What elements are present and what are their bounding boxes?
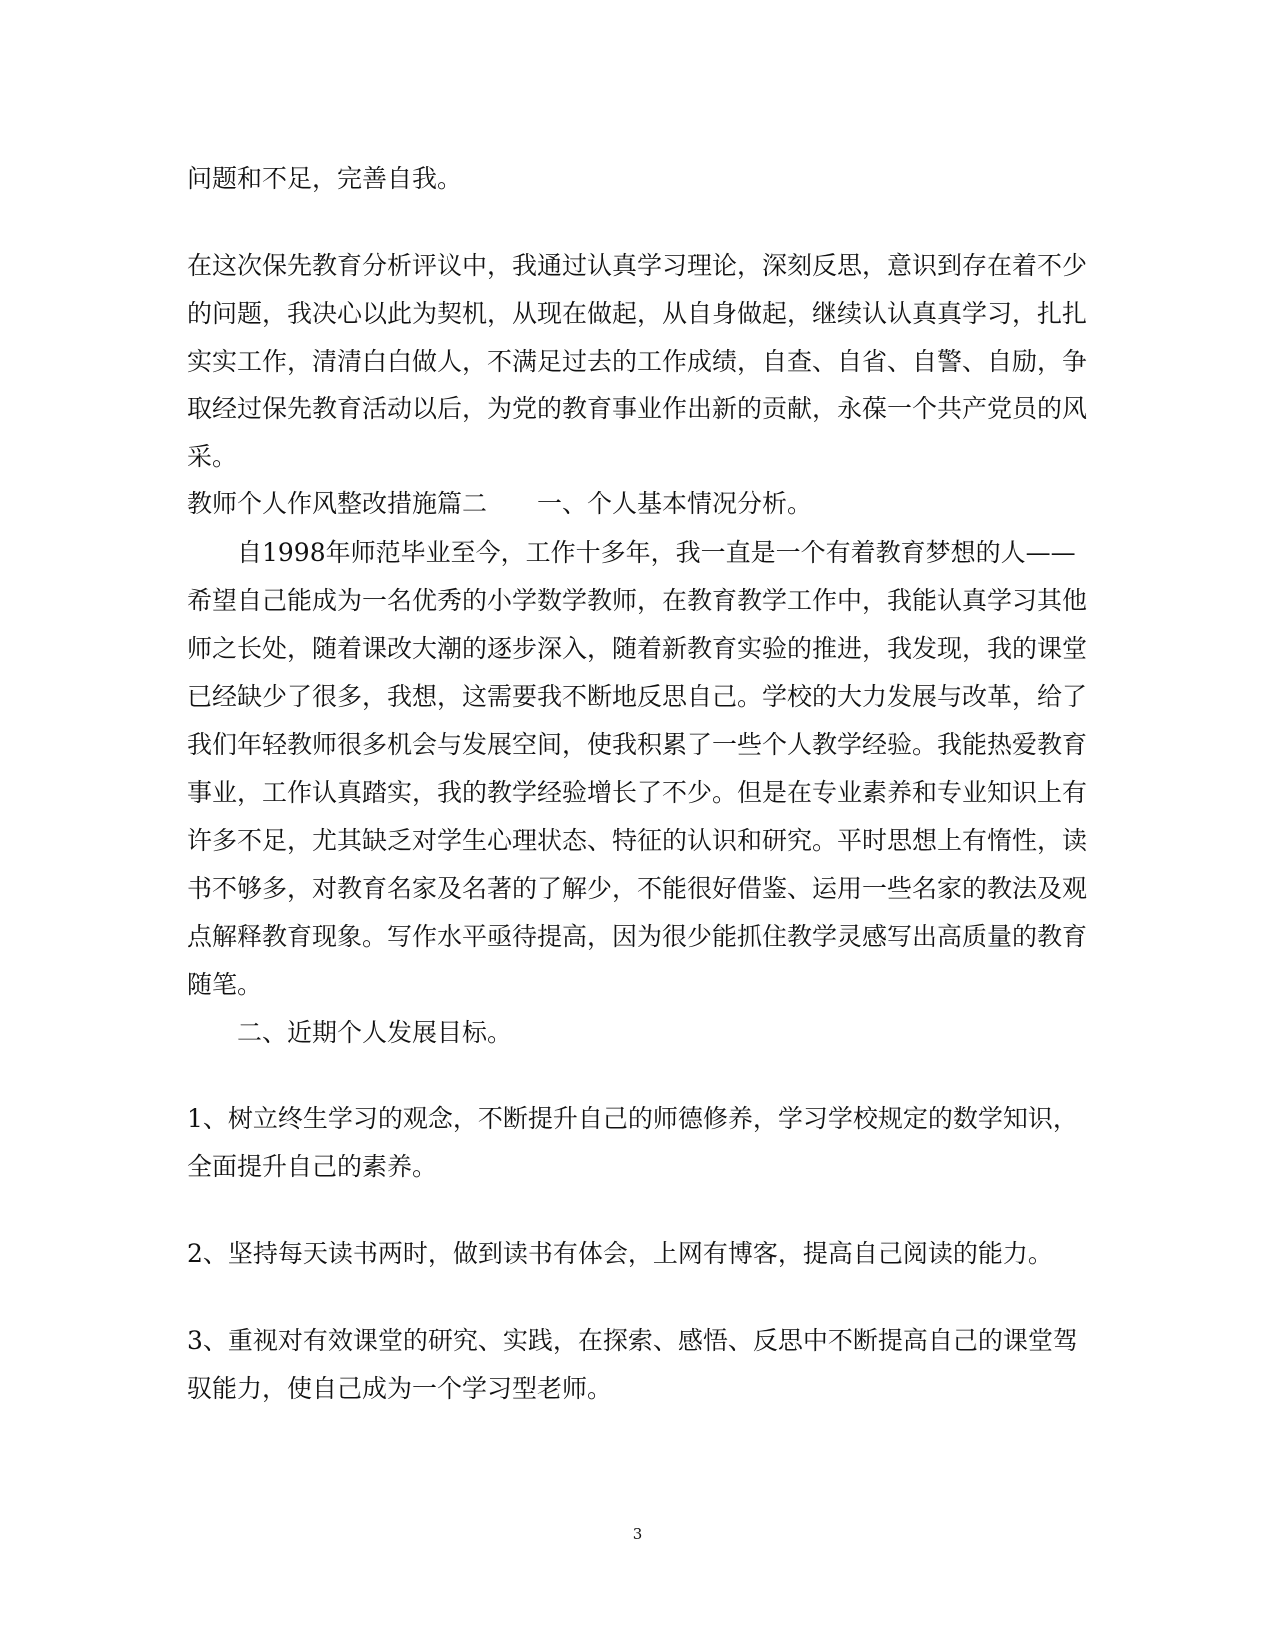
text-line: 许多不足，尤其缺乏对学生心理状态、特征的认识和研究。平时思想上有惰性，读: [187, 826, 1088, 855]
text-line: 我们年轻教师很多机会与发展空间，使我积累了一些个人教学经验。我能热爱教育: [187, 730, 1088, 759]
text-line: 师之长处，随着课改大潮的逐步深入，随着新教育实验的推进，我发现，我的课堂: [187, 634, 1088, 663]
text-line: 取经过保先教育活动以后，为党的教育事业作出新的贡献，永葆一个共产党员的风: [187, 394, 1088, 423]
section-heading: 教师个人作风整改措施篇二 一、个人基本情况分析。: [187, 489, 813, 518]
text-line: 随笔。: [187, 970, 263, 999]
text-line: 在这次保先教育分析评议中，我通过认真学习理论，深刻反思，意识到存在着不少: [187, 251, 1088, 280]
text-line: 点解释教育现象。写作水平亟待提高，因为很少能抓住教学灵感写出高质量的教育: [187, 922, 1088, 951]
text-line: 实实工作，清清白白做人，不满足过去的工作成绩，自查、自省、自警、自励，争: [187, 347, 1088, 376]
list-item-line: 3、重视对有效课堂的研究、实践，在探索、感悟、反思中不断提高自己的课堂驾: [187, 1326, 1078, 1355]
list-item-line: 全面提升自己的素养。: [187, 1152, 438, 1181]
text-line: 自1998年师范毕业至今，工作十多年，我一直是一个有着教育梦想的人——: [237, 538, 1076, 567]
text-line: 希望自己能成为一名优秀的小学数学教师，在教育教学工作中，我能认真学习其他: [187, 586, 1088, 615]
page-number: 3: [632, 1525, 643, 1543]
text-line: 已经缺少了很多，我想，这需要我不断地反思自己。学校的大力发展与改革，给了: [187, 682, 1088, 711]
text-line: 的问题，我决心以此为契机，从现在做起，从自身做起，继续认认真真学习，扎扎: [187, 299, 1088, 328]
text-line: 事业，工作认真踏实，我的教学经验增长了不少。但是在专业素养和专业知识上有: [187, 778, 1088, 807]
text-line: 问题和不足，完善自我。: [187, 164, 463, 193]
text-line: 书不够多，对教育名家及名著的了解少，不能很好借鉴、运用一些名家的教法及观: [187, 874, 1088, 903]
text-line: 采。: [187, 442, 238, 471]
list-item-line: 驭能力，使自己成为一个学习型老师。: [187, 1374, 613, 1403]
list-item-line: 2、坚持每天读书两时，做到读书有体会，上网有博客，提高自己阅读的能力。: [187, 1239, 1053, 1268]
list-item-line: 1、树立终生学习的观念，不断提升自己的师德修养，学习学校规定的数学知识，: [187, 1104, 1078, 1133]
section-heading: 二、近期个人发展目标。: [237, 1018, 513, 1047]
